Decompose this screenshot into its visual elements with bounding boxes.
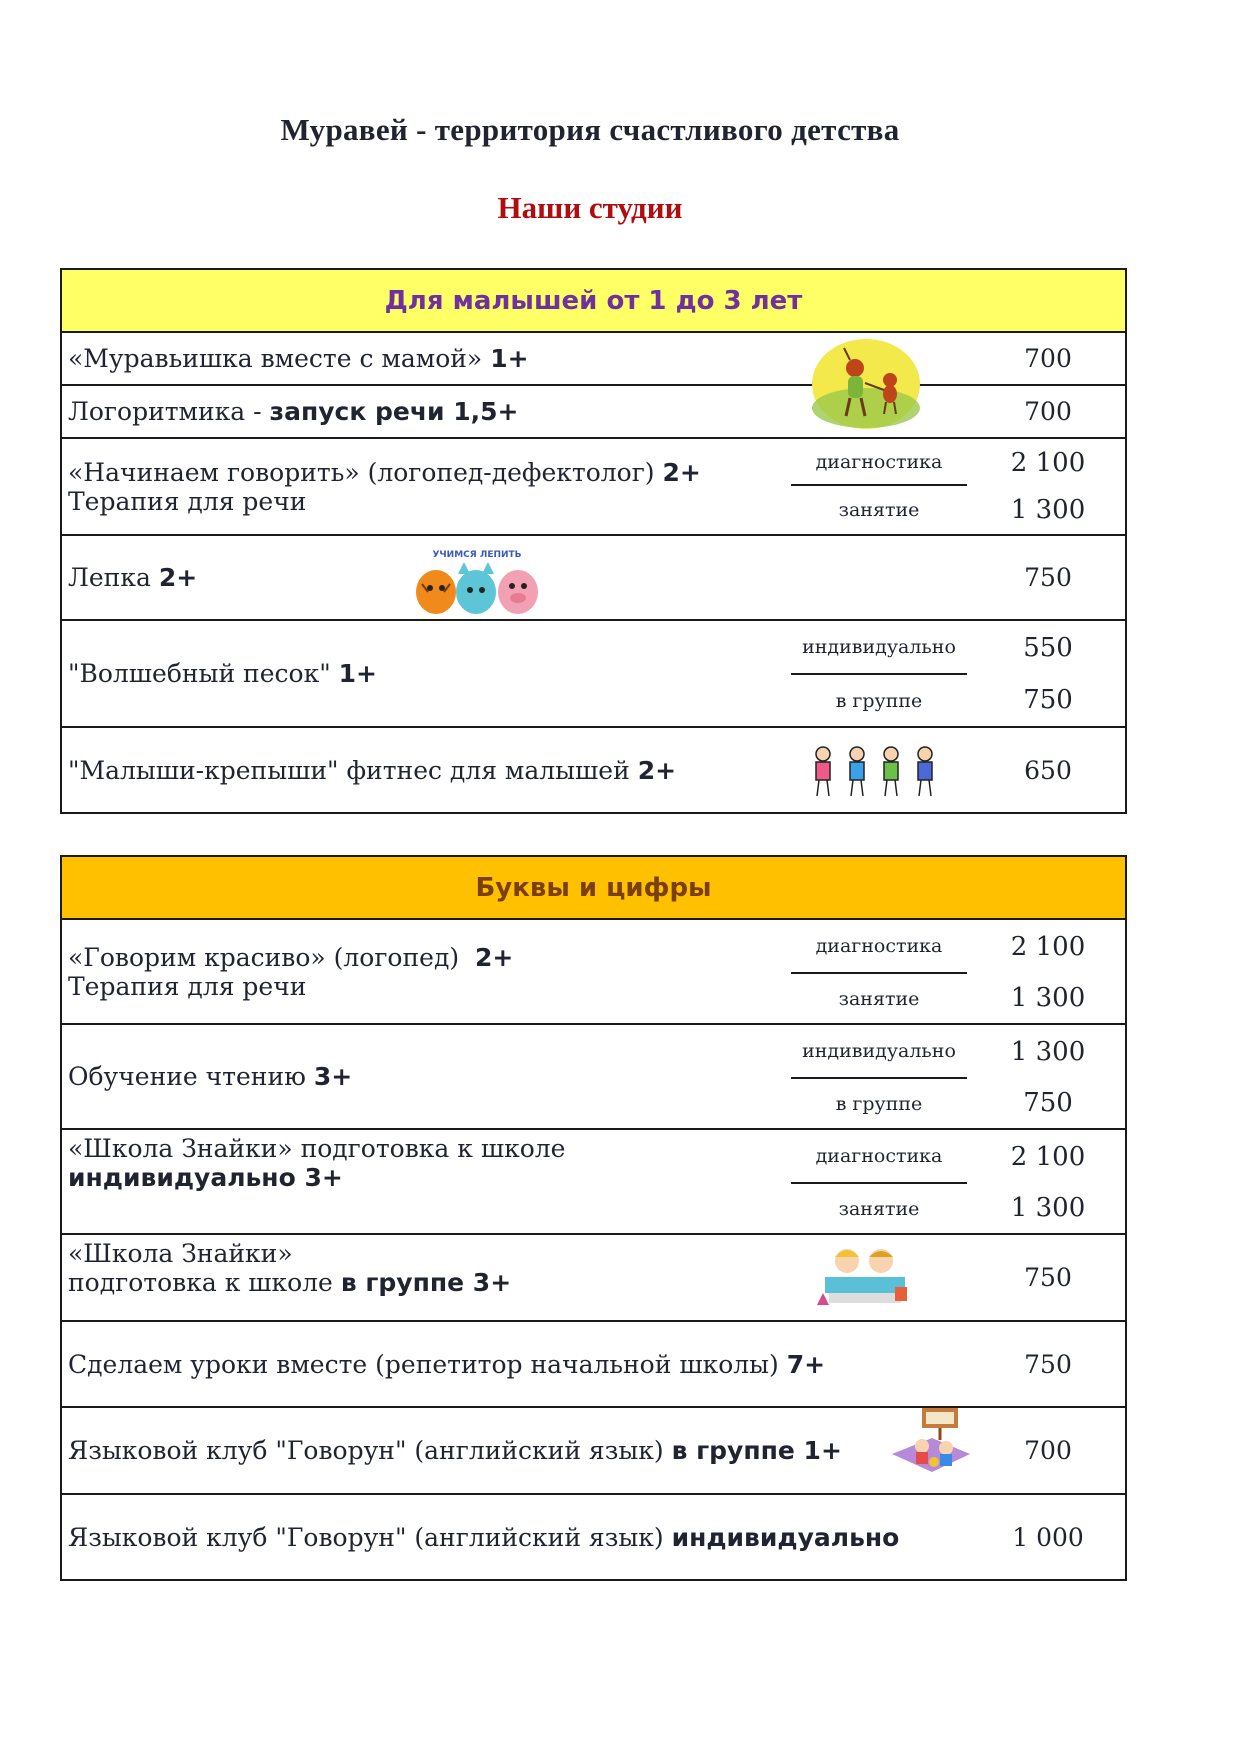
service-name: Сделаем уроки вместе (репетитор начальной школы) xyxy=(68,1349,779,1379)
option-label: занятие xyxy=(838,1197,920,1220)
service-subline: Терапия для речи xyxy=(68,971,307,1001)
age-label: 3+ xyxy=(313,1062,353,1091)
image-caption: УЧИМСЯ ЛЕПИТЬ xyxy=(432,550,522,560)
price: 700 xyxy=(971,332,1126,385)
service-subline: Терапия для речи xyxy=(68,486,307,516)
ants-illustration xyxy=(810,338,925,430)
price: 700 xyxy=(971,1407,1126,1494)
table-row xyxy=(61,1234,1126,1321)
price: 650 xyxy=(971,727,1126,813)
page-subtitle: Наши студии xyxy=(497,190,683,225)
service-name: "Малыши-крепыши" фитнес для малышей xyxy=(68,755,630,785)
price: 1 300 xyxy=(1010,1192,1086,1223)
service-name: Языковой клуб "Говорун" (английский язык) xyxy=(68,1522,664,1552)
price: 750 xyxy=(971,1234,1126,1321)
service-subline: подготовка к школе xyxy=(68,1268,341,1297)
service-name: Логоритмика - xyxy=(68,397,270,426)
table-row xyxy=(61,385,1126,438)
age-label: 7+ xyxy=(786,1349,826,1379)
price: 2 100 xyxy=(1010,447,1086,478)
age-label: 2+ xyxy=(637,755,677,785)
option-label: диагностика xyxy=(791,439,967,486)
option-label: индивидуально xyxy=(791,1025,967,1079)
service-name: Обучение чтению xyxy=(68,1062,306,1091)
table-row xyxy=(61,727,1126,813)
section-header: Буквы и цифры xyxy=(61,856,1126,919)
page-title: Муравей - территория счастливого детства xyxy=(280,112,900,147)
price: 1 300 xyxy=(1010,1037,1086,1067)
price: 750 xyxy=(971,1321,1126,1407)
table-row xyxy=(61,919,1126,1024)
option-label: в группе xyxy=(835,689,923,712)
table-row xyxy=(61,438,1126,535)
table-row xyxy=(61,1494,1126,1580)
table-row xyxy=(61,1024,1126,1129)
price: 2 100 xyxy=(1010,932,1086,962)
price: 700 xyxy=(971,385,1126,438)
service-name: Языковой клуб "Говорун" (английский язык) xyxy=(68,1436,664,1465)
age-label: 1+ xyxy=(490,344,529,373)
school-kids-illustration xyxy=(815,1243,915,1311)
table-row xyxy=(61,332,1126,385)
option-label: индивидуально xyxy=(791,621,967,675)
service-name: «Муравьишка вместе с мамой» xyxy=(68,344,483,373)
price: 550 xyxy=(1023,633,1073,663)
table-row xyxy=(61,535,1126,620)
language-club-illustration xyxy=(892,1406,970,1480)
service-name: «Школа Знайки» подготовка к школе xyxy=(68,1134,566,1163)
kids-fitness-illustration xyxy=(805,742,955,802)
modeling-clay-animals-illustration xyxy=(412,548,542,623)
price: 1 000 xyxy=(971,1494,1126,1580)
age-label: 1+ xyxy=(338,659,377,688)
price: 2 100 xyxy=(1010,1142,1086,1172)
service-bold-text: в группе 1+ xyxy=(671,1436,842,1465)
service-name: «Начинаем говорить» (логопед-дефектолог) xyxy=(68,457,655,487)
table-row xyxy=(61,1129,1126,1234)
price: 750 xyxy=(1023,1087,1073,1118)
age-label: 2+ xyxy=(662,457,701,487)
price: 1 300 xyxy=(1010,494,1086,525)
table-row xyxy=(61,1321,1126,1407)
price-table-toddlers xyxy=(60,268,1127,814)
age-label: 2+ xyxy=(158,563,198,592)
service-name: Лепка xyxy=(68,563,151,592)
section-header: Для малышей от 1 до 3 лет xyxy=(61,269,1126,332)
service-bold-text: в группе 3+ xyxy=(340,1268,512,1297)
service-bold-text: запуск речи 1,5+ xyxy=(269,397,519,426)
service-name: «Говорим красиво» (логопед) xyxy=(68,942,460,972)
option-label: занятие xyxy=(838,499,920,521)
option-label: диагностика xyxy=(791,1130,967,1184)
option-label: занятие xyxy=(838,987,920,1010)
age-label: 2+ xyxy=(475,942,514,972)
service-name: «Школа Знайки» xyxy=(68,1239,293,1268)
option-label: в группе xyxy=(835,1092,923,1115)
service-name: "Волшебный песок" xyxy=(68,659,331,688)
price: 1 300 xyxy=(1010,982,1086,1013)
price: 750 xyxy=(1023,685,1073,715)
service-bold-text: индивидуально xyxy=(671,1522,900,1552)
price: 750 xyxy=(971,535,1126,620)
service-bold-text: индивидуально 3+ xyxy=(68,1163,343,1192)
option-label: диагностика xyxy=(791,920,967,974)
table-row xyxy=(61,620,1126,727)
